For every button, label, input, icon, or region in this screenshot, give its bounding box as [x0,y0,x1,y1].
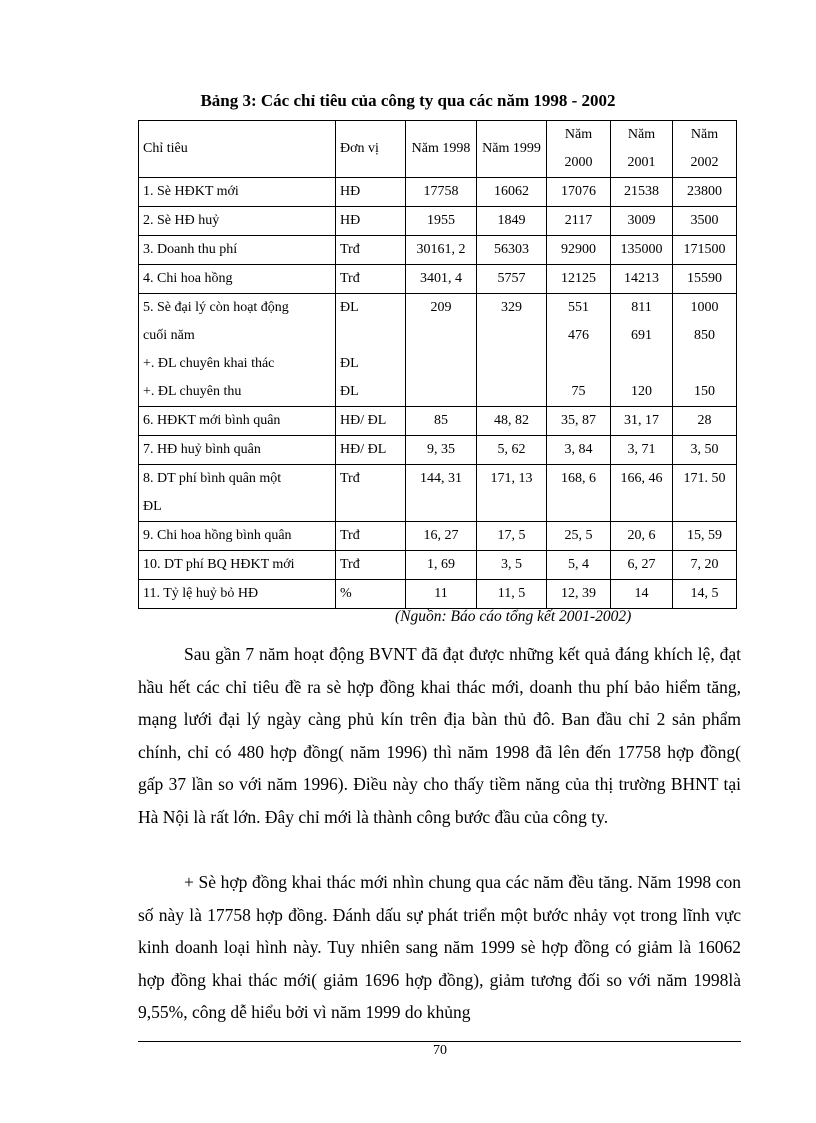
table-row [139,465,737,522]
cell-value: 5, 4 [547,551,611,580]
cell-value: 14 [611,580,673,609]
table-row [139,207,737,236]
cell-value: 17, 5 [477,522,547,551]
table-row [139,551,737,580]
table-caption: Bảng 3: Các chỉ tiêu của công ty qua các năm 1998 - 2002 [200,91,616,110]
cell-value: 3, 71 [611,436,673,465]
footer-divider [138,1041,741,1042]
header-year-2001: Năm 2001 [611,121,673,178]
header-year-1998: Năm 1998 [406,121,477,178]
cell-value-agents-1999: 329 [477,294,547,407]
row-unit: Trđ [336,265,406,294]
row-unit-agents: ĐL ĐL ĐL [336,294,406,407]
table-source-note: (Nguồn: Báo cáo tổng kết 2001-2002) [395,608,632,625]
row-unit: HĐ/ ĐL [336,436,406,465]
cell-value-agents-2001: 811 691 120 [611,294,673,407]
cell-value: 6, 27 [611,551,673,580]
cell-value: 3500 [673,207,737,236]
table-row [139,522,737,551]
row-label: 3. Doanh thu phí [139,236,336,265]
row-label: 8. DT phí bình quân một ĐL [139,465,336,522]
cell-value: 5757 [477,265,547,294]
row-label: 2. Sè HĐ huỷ [139,207,336,236]
cell-value-agents-2000: 551 476 75 [547,294,611,407]
row-label: 10. DT phí BQ HĐKT mới [139,551,336,580]
cell-value: 14, 5 [673,580,737,609]
table-row [139,178,737,207]
cell-value: 15, 59 [673,522,737,551]
row-unit: HĐ/ ĐL [336,407,406,436]
cell-value: 14213 [611,265,673,294]
cell-value: 11, 5 [477,580,547,609]
paragraph-text: + Sè hợp đồng khai thác mới nhìn chung qua các năm đều tăng. Năm 1998 con số này là 17758 hợp đồng. Đánh dấu sự phát triển một bước nhảy vọt trong lĩnh vực kinh doanh loại hình này. Tuy nhiên sang năm 1999 sè hợp đồng có giảm là 16062 hợp đồng khai thác mới( giảm 1696 hợp đồng), giảm tương đối so với năm 1998là 9,55%, công dễ hiểu bởi vì năm 1999 do khủng [138,872,741,1023]
table-row-agents [139,294,737,407]
cell-value: 21538 [611,178,673,207]
cell-value: 3, 84 [547,436,611,465]
row-label: 1. Sè HĐKT mới [139,178,336,207]
row-label: 4. Chi hoa hồng [139,265,336,294]
row-unit: Trđ [336,551,406,580]
cell-value: 20, 6 [611,522,673,551]
cell-value: 171500 [673,236,737,265]
table-row [139,265,737,294]
row-label: 7. HĐ huỷ bình quân [139,436,336,465]
cell-value: 171. 50 [673,465,737,522]
table-header-row [139,121,737,178]
cell-value: 16, 27 [406,522,477,551]
row-label: 9. Chi hoa hồng bình quân [139,522,336,551]
cell-value: 2117 [547,207,611,236]
header-indicator: Chỉ tiêu [139,121,336,178]
page-number: 70 [433,1043,447,1058]
cell-value: 166, 46 [611,465,673,522]
cell-value: 17758 [406,178,477,207]
row-unit: Trđ [336,236,406,265]
header-unit: Đơn vị [336,121,406,178]
cell-value: 30161, 2 [406,236,477,265]
cell-value: 56303 [477,236,547,265]
cell-value-agents-2002: 1000 850 150 [673,294,737,407]
cell-value: 3, 5 [477,551,547,580]
cell-value: 9, 35 [406,436,477,465]
cell-value: 15590 [673,265,737,294]
header-year-2000: Năm 2000 [547,121,611,178]
cell-value: 16062 [477,178,547,207]
row-unit: HĐ [336,207,406,236]
cell-value: 31, 17 [611,407,673,436]
cell-value: 35, 87 [547,407,611,436]
row-unit: Trđ [336,522,406,551]
cell-value: 48, 82 [477,407,547,436]
cell-value: 144, 31 [406,465,477,522]
cell-value: 1955 [406,207,477,236]
row-unit: HĐ [336,178,406,207]
cell-value: 85 [406,407,477,436]
cell-value: 12, 39 [547,580,611,609]
table-row [139,236,737,265]
cell-value: 3401, 4 [406,265,477,294]
cell-value: 25, 5 [547,522,611,551]
cell-value: 17076 [547,178,611,207]
indicators-table [138,120,737,609]
cell-value: 168, 6 [547,465,611,522]
cell-value-agents-1998: 209 [406,294,477,407]
row-unit: Trđ [336,465,406,522]
cell-value: 5, 62 [477,436,547,465]
table-row [139,580,737,609]
row-label-agents: 5. Sè đại lý còn hoạt động cuối năm +. ĐL chuyên khai thác +. ĐL chuyên thu [139,294,336,407]
table-row [139,407,737,436]
cell-value: 1849 [477,207,547,236]
cell-value: 11 [406,580,477,609]
paragraph-new-contracts [138,866,741,1029]
cell-value: 28 [673,407,737,436]
cell-value: 135000 [611,236,673,265]
header-year-1999: Năm 1999 [477,121,547,178]
paragraph-results [138,638,741,834]
cell-value: 1, 69 [406,551,477,580]
table-row [139,436,737,465]
paragraph-text: Sau gần 7 năm hoạt động BVNT đã đạt được những kết quả đáng khích lệ, đạt hầu hết các chỉ tiêu đề ra sè hợp đồng khai thác mới, doanh thu phí bảo hiểm tăng, mạng lưới đại lý ngày càng phủ kín trên địa bàn thủ đô. Ban đầu chỉ 2 sản phẩm chính, chỉ có 480 hợp đồng( năm 1996) thì năm 1998 đã lên đến 17758 hợp đồng( gấp 37 lần so với năm 1996). Điều này cho thấy tiềm năng của thị trường BHNT tại Hà Nội là rất lớn. Đây chỉ mới là thành công bước đầu của công ty. [138,644,741,827]
cell-value: 12125 [547,265,611,294]
row-label: 11. Tỷ lệ huỷ bỏ HĐ [139,580,336,609]
cell-value: 92900 [547,236,611,265]
cell-value: 23800 [673,178,737,207]
cell-value: 3009 [611,207,673,236]
row-label: 6. HĐKT mới bình quân [139,407,336,436]
row-unit: % [336,580,406,609]
header-year-2002: Năm 2002 [673,121,737,178]
cell-value: 3, 50 [673,436,737,465]
cell-value: 171, 13 [477,465,547,522]
cell-value: 7, 20 [673,551,737,580]
